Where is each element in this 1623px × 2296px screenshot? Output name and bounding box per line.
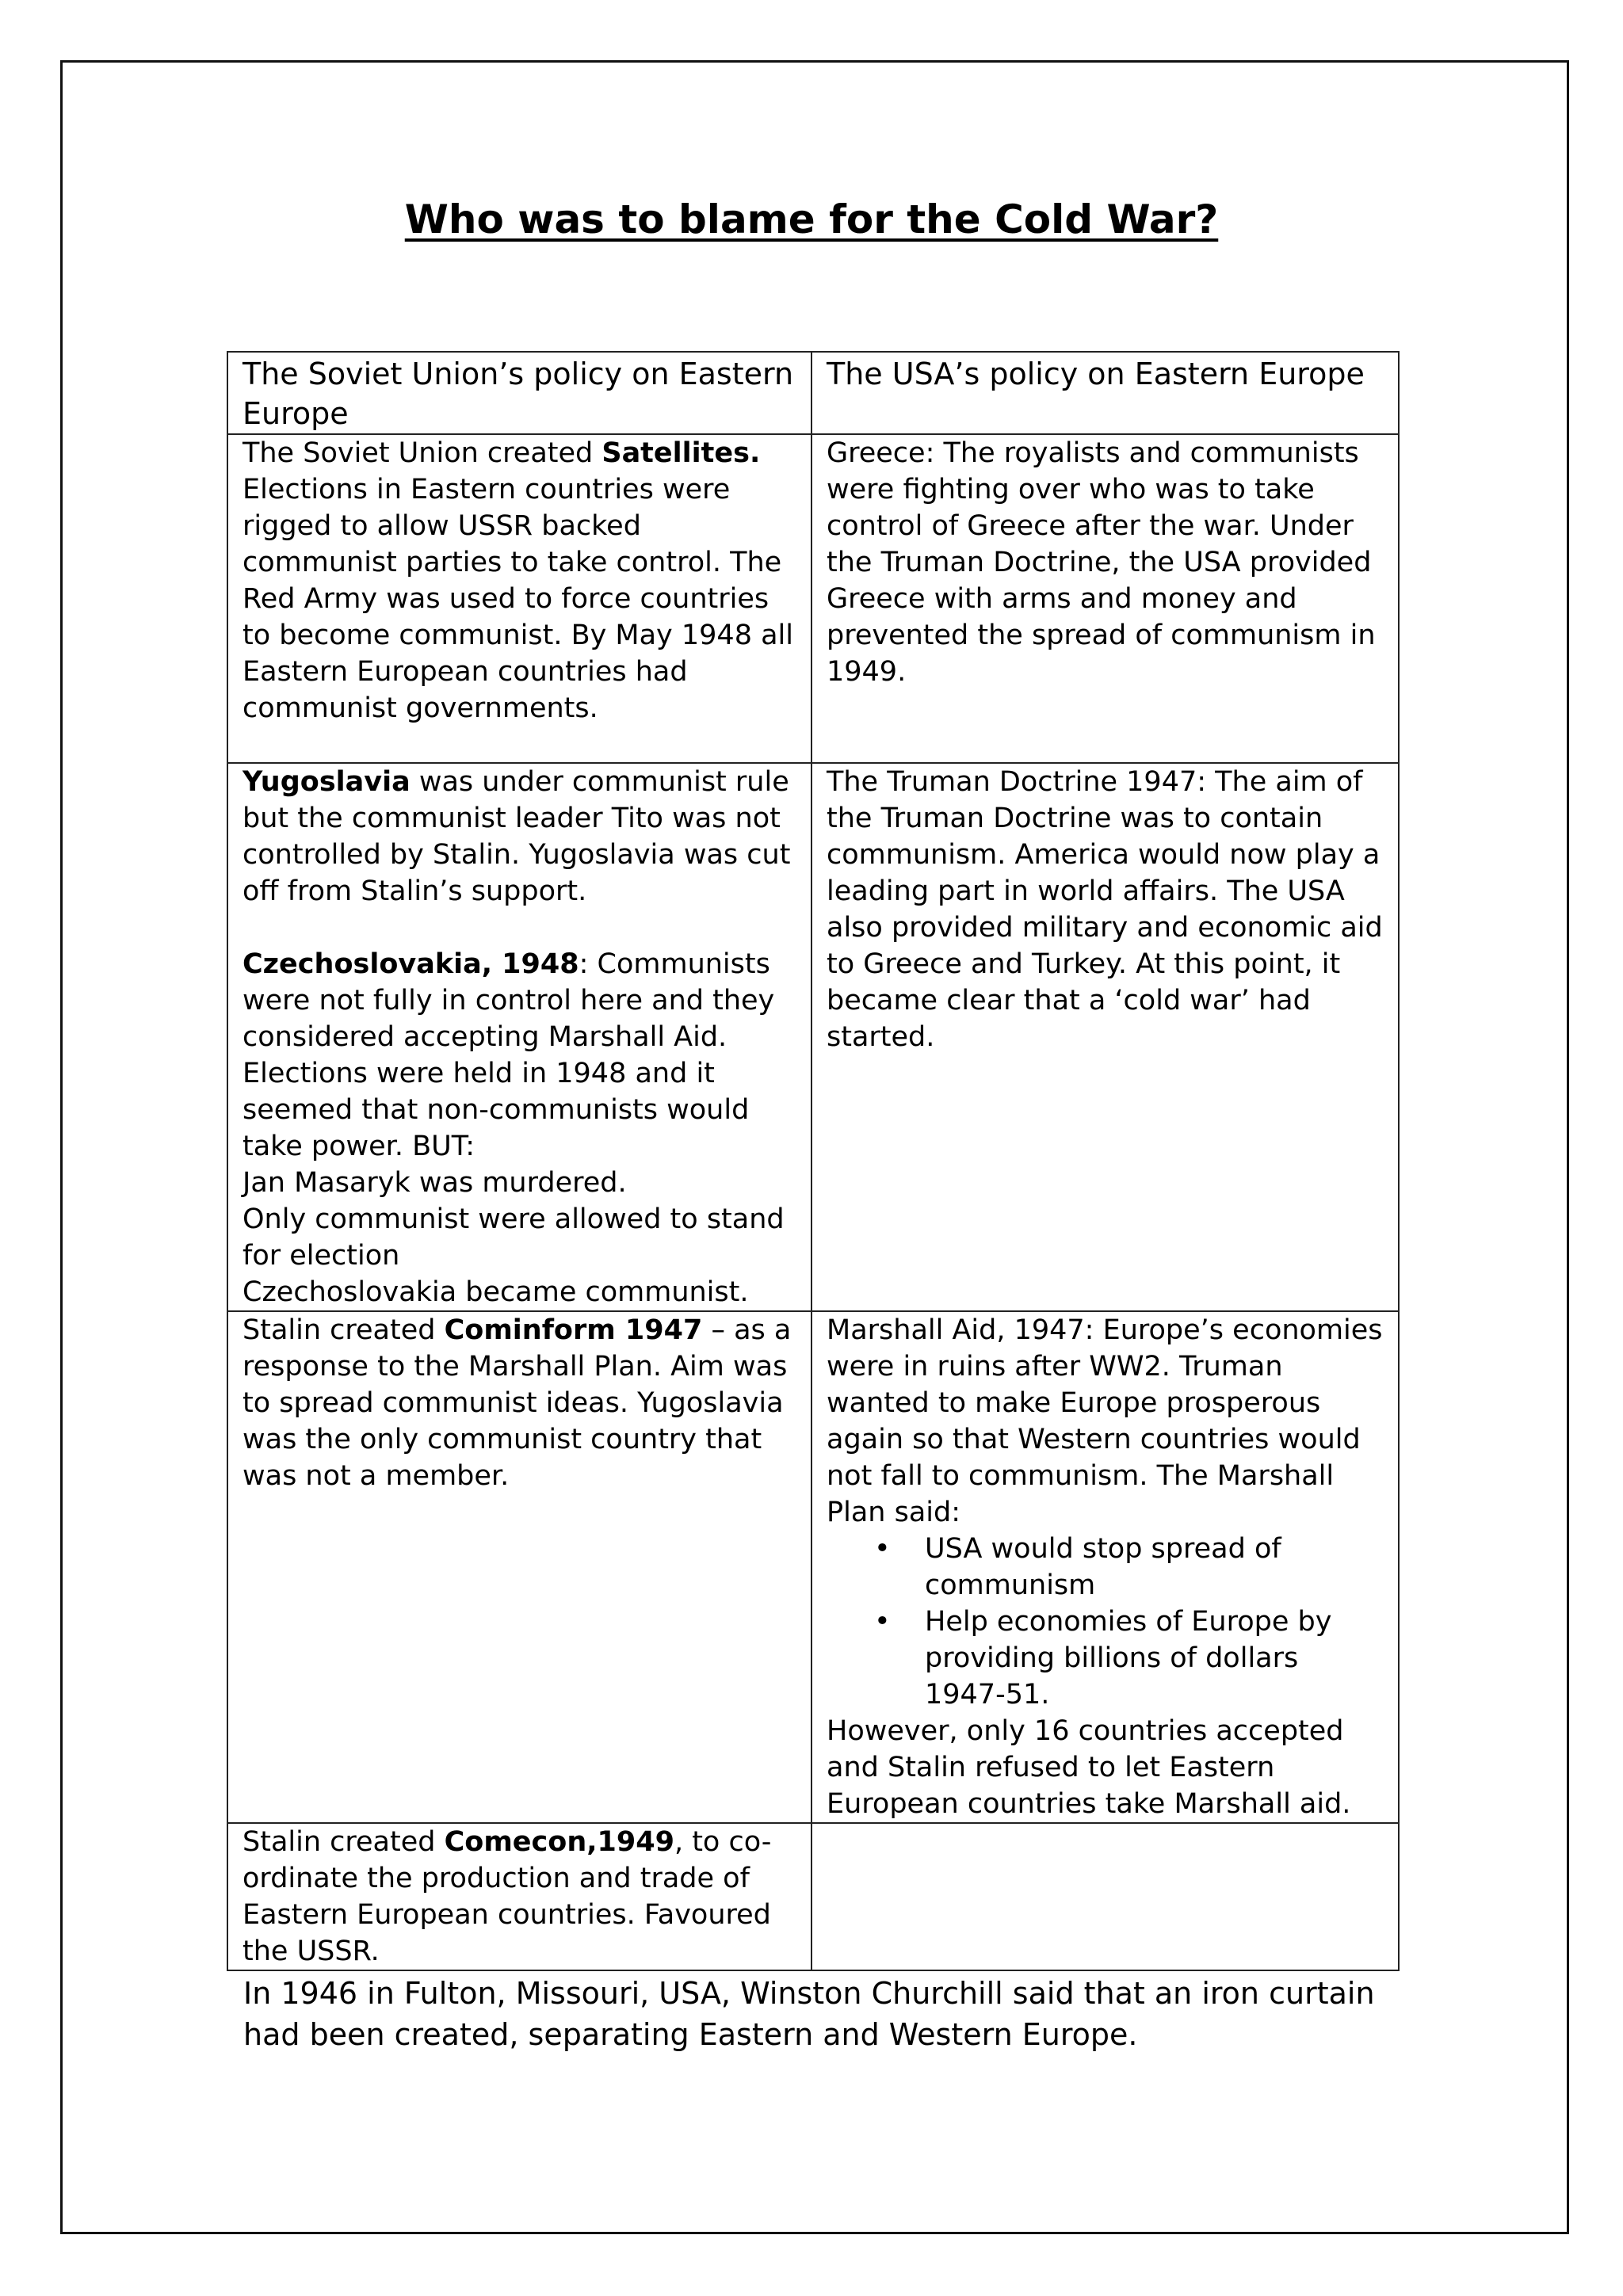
greece-paragraph: Greece: The royalists and communists were fighting over who was to take control of Greece after the war. Under the Truman Doctrine, the USA provided Greece with arms and money and prevented the spread of communism in 1949. — [827, 437, 1376, 688]
comecon-paragraph — [242, 1824, 798, 1970]
list-item: • Help economies of Europe by providing billions of dollars 1947-51. — [925, 1604, 1385, 1713]
table-row — [227, 434, 1399, 763]
cominform-paragraph — [242, 1312, 798, 1494]
cell-usa-empty — [812, 1823, 1399, 1970]
cominform-pre: Stalin created — [242, 1314, 445, 1346]
marshall-aid-intro: Marshall Aid, 1947: Europe’s economies were in ruins after WW2. Truman wanted to make Europe prosperous again so that Western countries would not fall to communism. The Marshall Plan said: — [827, 1314, 1383, 1528]
cominform-post: – as a response to the Marshall Plan. Aim was to spread communist ideas. Yugoslavia was the only communist country that was not a member. — [242, 1314, 792, 1492]
cell-soviet-satellites — [227, 434, 812, 763]
header-usa-policy: The USA’s policy on Eastern Europe — [812, 352, 1399, 434]
cominform-term: Cominform 1947 — [444, 1314, 703, 1346]
satellites-term: Satellites. — [601, 437, 761, 469]
satellites-post: Elections in Eastern countries were rigged to allow USSR backed communist parties to take control. The Red Army was used to force countries to become communist. By May 1948 all Eastern European countries had communist governments. — [242, 474, 793, 724]
marshall-aid-outro: However, only 16 countries accepted and Stalin refused to let Eastern European countries take Marshall aid. — [827, 1715, 1351, 1820]
list-item: • USA would stop spread of communism — [925, 1531, 1385, 1604]
comecon-post: , to co-ordinate the production and trade of Eastern European countries. Favoured the USSR. — [242, 1826, 772, 1967]
policy-comparison-table — [227, 351, 1400, 1971]
header-soviet-policy: The Soviet Union’s policy on Eastern Europe — [227, 352, 812, 434]
iron-curtain-note: In 1946 in Fulton, Missouri, USA, Winston Churchill said that an iron curtain had been created, separating Eastern and Western Europe. — [243, 1976, 1375, 2052]
comecon-pre: Stalin created — [242, 1826, 445, 1858]
czechoslovakia-line-2: Only communist were allowed to stand for election — [242, 1203, 785, 1272]
czechoslovakia-line-3: Czechoslovakia became communist. — [242, 1276, 749, 1308]
yugoslavia-text: was under communist rule but the communist leader Tito was not controlled by Stalin. Yugoslavia was cut off from Stalin’s support. — [242, 766, 791, 907]
cell-soviet-cominform — [227, 1311, 812, 1823]
yugoslavia-paragraph — [242, 764, 798, 910]
page-title: Who was to blame for the Cold War? — [404, 196, 1219, 242]
czechoslovakia-paragraph — [242, 946, 798, 1165]
cell-soviet-comecon — [227, 1823, 812, 1970]
czechoslovakia-line-1: Jan Masaryk was murdered. — [242, 1167, 627, 1199]
cell-usa-truman-doctrine — [812, 763, 1399, 1311]
table-row — [227, 1823, 1399, 1970]
cell-soviet-yugoslavia-czechoslovakia — [227, 763, 812, 1311]
cell-usa-greece — [812, 434, 1399, 763]
cell-usa-marshall-aid — [812, 1311, 1399, 1823]
satellites-paragraph — [242, 435, 798, 727]
marshall-plan-list — [827, 1531, 1385, 1713]
czechoslovakia-text: : Communists were not fully in control here and they considered accepting Marshall Aid. Elections were held in 1948 and it seemed that non-communists would take power. BUT: — [242, 948, 775, 1162]
czechoslovakia-term: Czechoslovakia, 1948 — [242, 948, 579, 980]
comecon-term: Comecon,1949 — [444, 1826, 674, 1858]
table-header-row — [227, 352, 1399, 434]
satellites-pre: The Soviet Union created — [242, 437, 602, 469]
table-row — [227, 763, 1399, 1311]
truman-doctrine-paragraph: The Truman Doctrine 1947: The aim of the Truman Doctrine was to contain communism. America would now play a leading part in world affairs. The USA also provided military and economic aid to Greece and Turkey. At this point, it became clear that a ‘cold war’ had started. — [827, 766, 1383, 1053]
yugoslavia-term: Yugoslavia — [242, 766, 411, 798]
table-row — [227, 1311, 1399, 1823]
